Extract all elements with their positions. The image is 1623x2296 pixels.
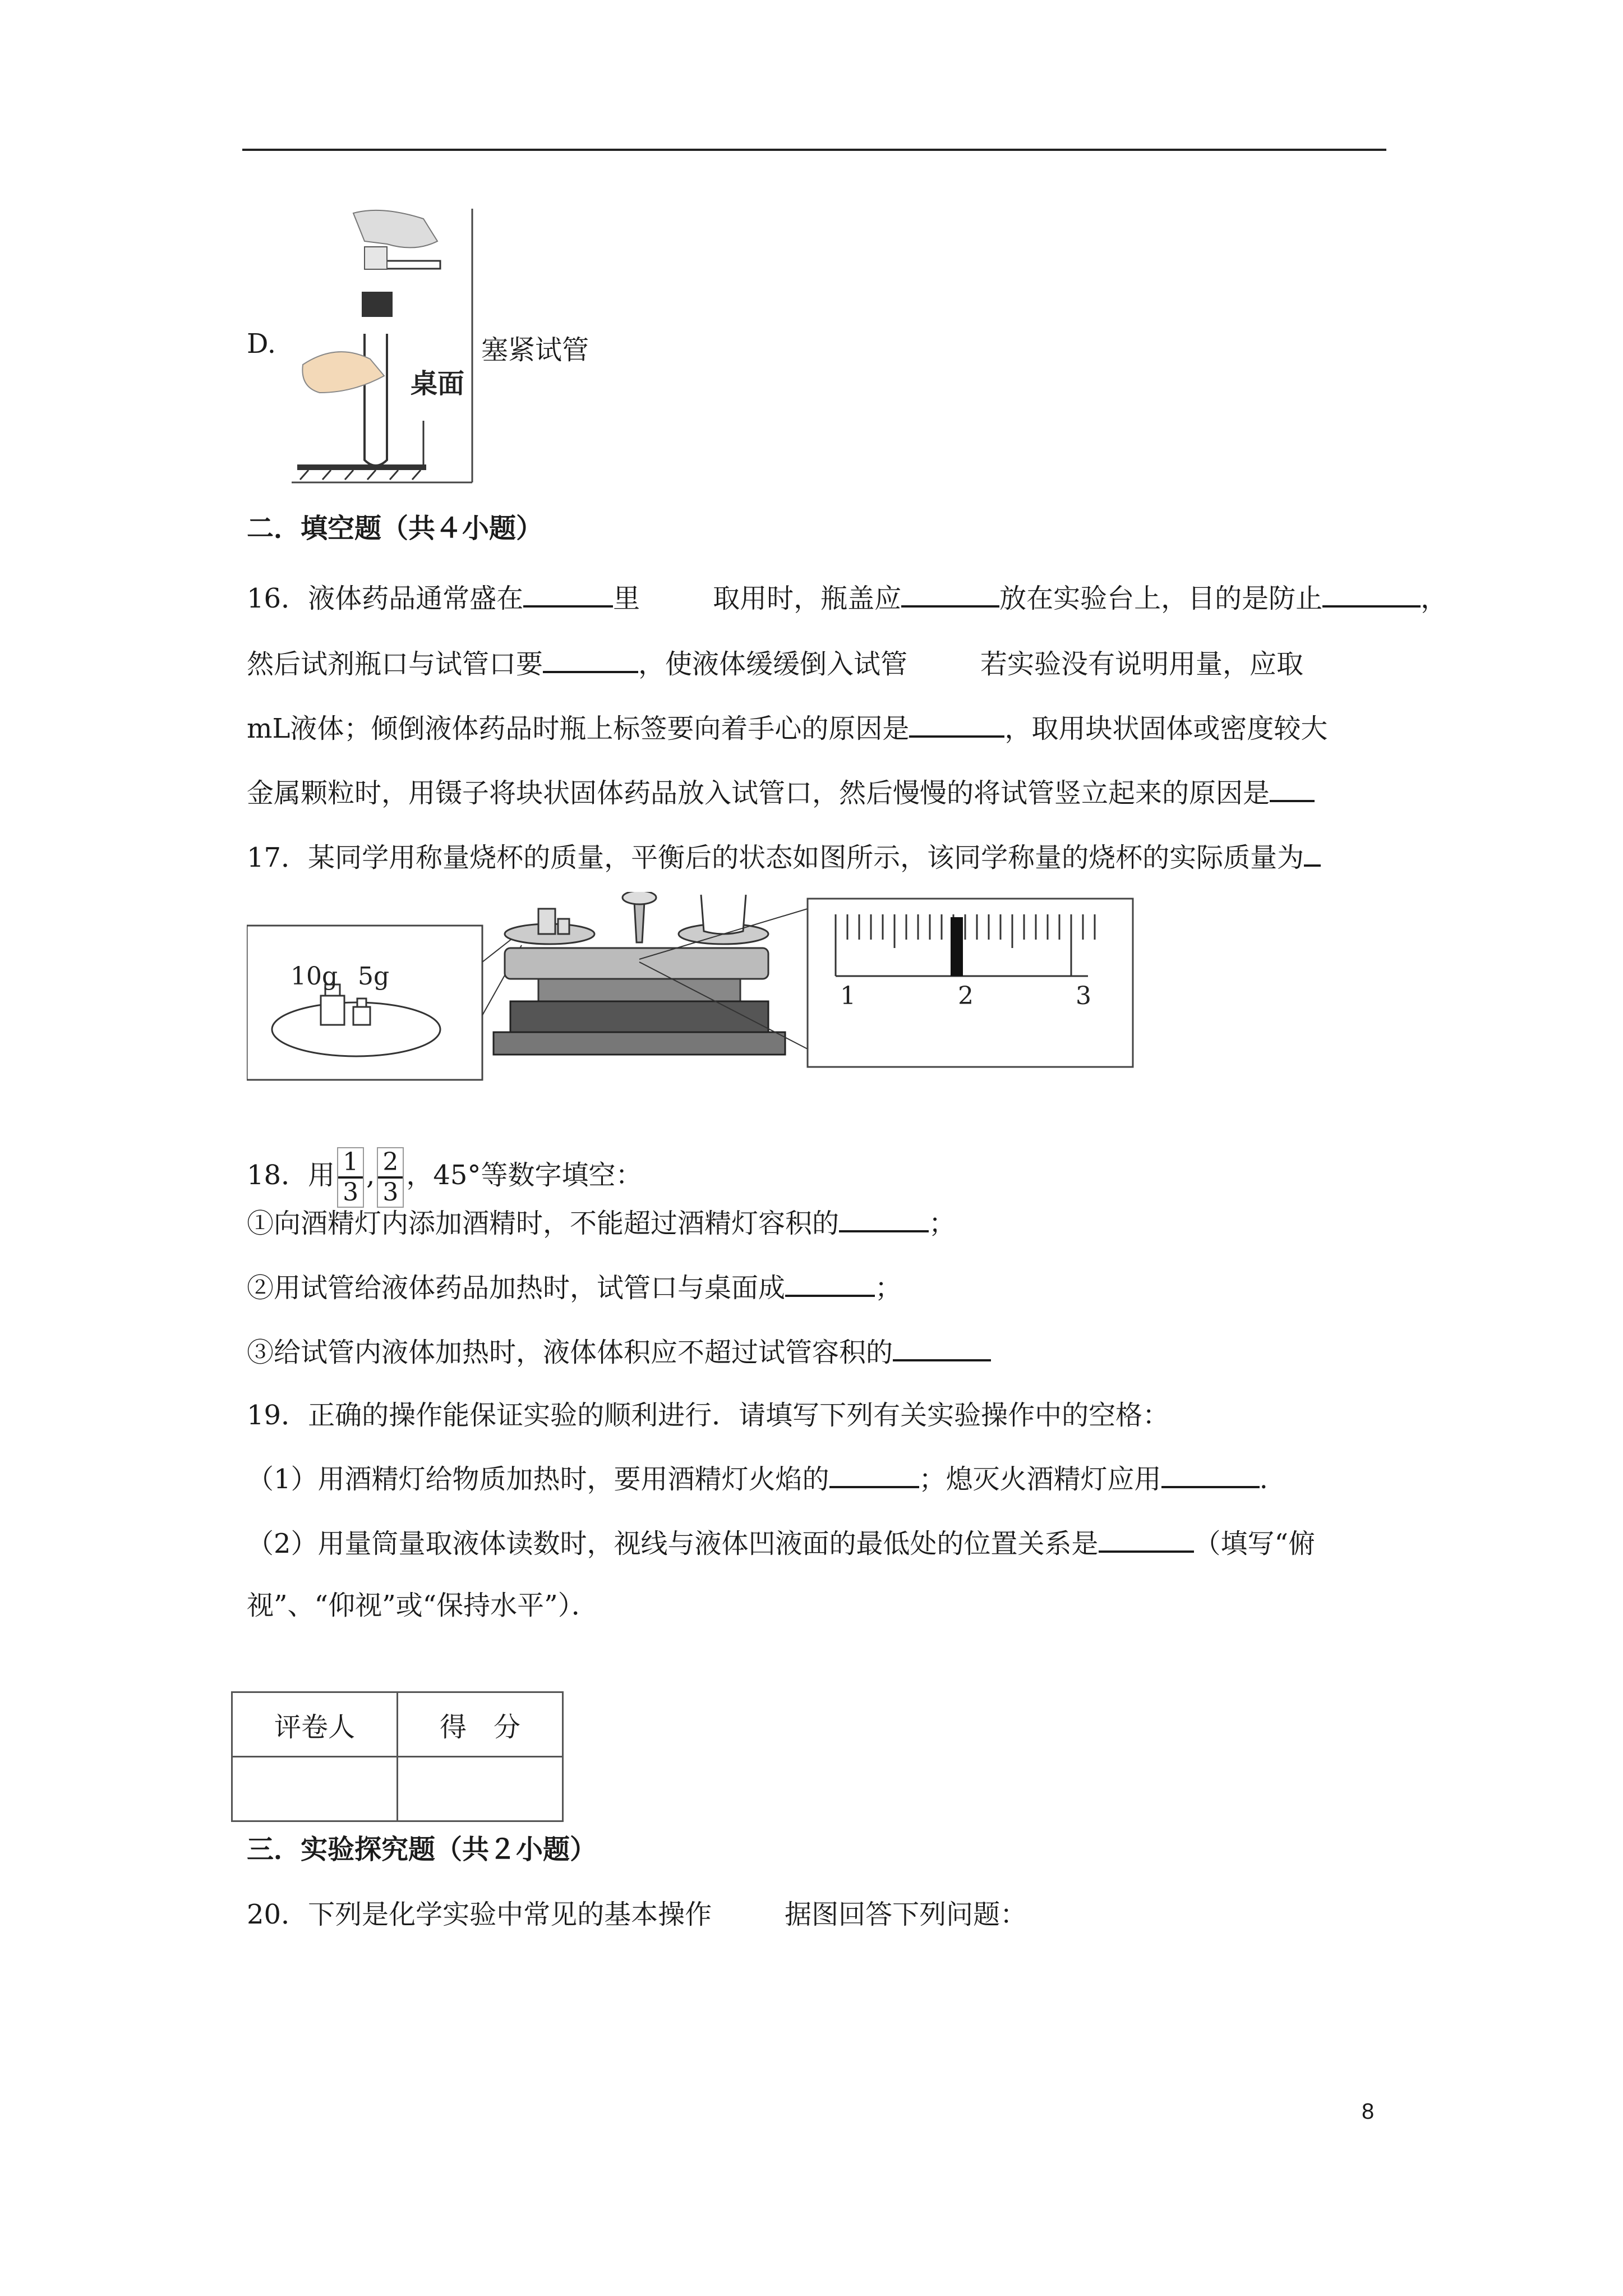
blank[interactable] — [543, 645, 638, 673]
grader-cell[interactable] — [232, 1757, 398, 1821]
desk-label: 桌面 — [411, 368, 465, 399]
blank[interactable] — [1161, 1460, 1260, 1488]
blank[interactable] — [1099, 1525, 1194, 1553]
q16-line4: 金属颗粒时，用镊子将块状固体药品放入试管口，然后慢慢的将试管竖立起来的原因是 — [247, 774, 1315, 810]
option-d-caption: 塞紧试管 — [481, 334, 589, 366]
q18-item2: ②用试管给液体药品加热时，试管口与桌面成 ； — [247, 1269, 902, 1305]
ruler-label-1: 1 — [840, 982, 856, 1010]
page-number: 8 — [1362, 2099, 1375, 2124]
score-table — [231, 1691, 564, 1822]
test-tube-stopper-figure — [286, 208, 477, 488]
blank[interactable] — [1304, 839, 1321, 867]
blank[interactable] — [839, 1204, 929, 1232]
option-d-label: D. — [247, 328, 276, 360]
q16-line1: 16．液体药品通常盛在 里 取用时，瓶盖应 放在实验台上，目的是防止 ， — [247, 579, 1447, 615]
section3-heading: 三．实验探究题（共２小题） — [247, 1834, 597, 1865]
weight-5g: 5g — [358, 962, 390, 991]
section2-heading: 二．填空题（共４小题） — [247, 513, 543, 544]
q18-item1: ①向酒精灯内添加酒精时，不能超过酒精灯容积的 ； — [247, 1204, 956, 1240]
score-cell[interactable] — [398, 1757, 563, 1821]
q17-text: 17．某同学用称量烧杯的质量，平衡后的状态如图所示，该同学称量的烧杯的实际质量为 — [247, 839, 1321, 875]
q20-text: 20．下列是化学实验中常见的基本操作 据图回答下列问题： — [247, 1899, 1027, 1930]
blank[interactable] — [1322, 579, 1421, 608]
q16-line3: mL液体；倾倒液体药品时瓶上标签要向着手心的原因是 ，取用块状固体或密度较大 — [247, 710, 1327, 746]
q16-line2: 然后试剂瓶口与试管口要 ，使液体缓缓倒入试管 若实验没有说明用量，应取 — [247, 645, 1303, 681]
blank[interactable] — [523, 579, 613, 608]
ruler-label-2: 2 — [958, 982, 974, 1010]
blank[interactable] — [909, 710, 1004, 738]
fraction-one-third: $\frac{1}{3}$ — [337, 1147, 364, 1208]
q18-item3: ③给试管内液体加热时，液体体积应不超过试管容积的 — [247, 1333, 991, 1369]
blank[interactable] — [1270, 774, 1315, 802]
weight-10g: 10g — [291, 962, 338, 991]
ruler-label-3: 3 — [1076, 982, 1091, 1010]
q19-part1: （1）用酒精灯给物质加热时，要用酒精灯火焰的 ；熄灭火酒精灯应用 . — [247, 1460, 1268, 1496]
blank[interactable] — [829, 1460, 919, 1488]
fraction-two-thirds: $\frac{2}{3}$ — [377, 1147, 404, 1208]
q19-part2-cont: 视”、“仰视”或“保持水平”）． — [247, 1590, 598, 1621]
header-rule — [242, 149, 1386, 151]
balance-figure — [247, 892, 1312, 1088]
blank[interactable] — [901, 579, 999, 608]
score-header: 得 分 — [398, 1692, 563, 1757]
q18-text: 18．用 $\frac{1}{3}$ , $\frac{2}{3}$ ，45°等数字填空： — [247, 1147, 643, 1207]
blank[interactable] — [893, 1333, 991, 1361]
q19-part2: （2）用量筒量取液体读数时，视线与液体凹液面的最低处的位置关系是 （填写“俯 — [247, 1525, 1315, 1561]
q19-intro: 19．正确的操作能保证实验的顺利进行．请填写下列有关实验操作中的空格： — [247, 1400, 1170, 1431]
grader-header: 评卷人 — [232, 1692, 398, 1757]
blank[interactable] — [785, 1269, 875, 1297]
